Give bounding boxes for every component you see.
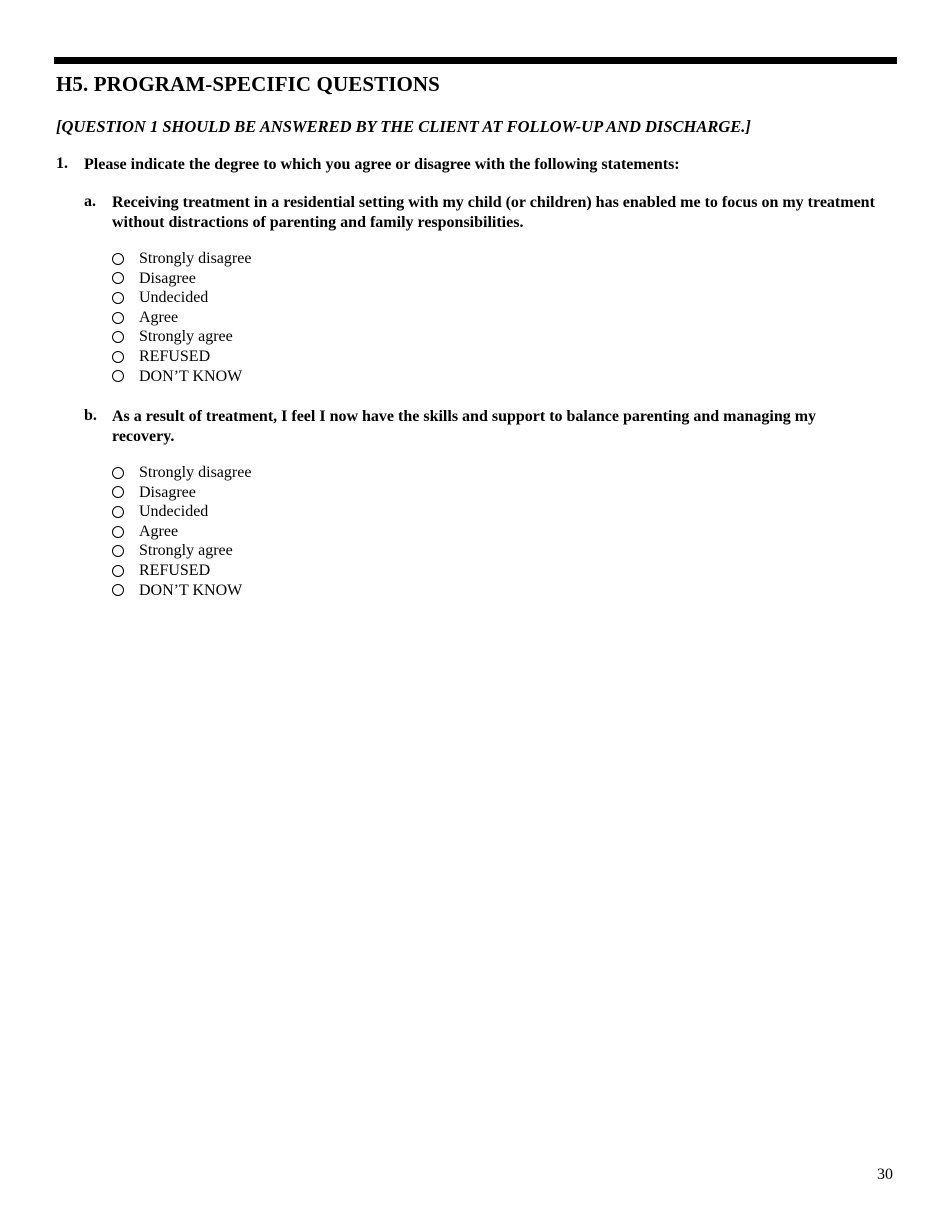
radio-button-icon[interactable]	[112, 253, 124, 265]
radio-button-icon[interactable]	[112, 565, 124, 577]
option-item[interactable]	[112, 308, 251, 328]
option-label: Disagree	[139, 483, 196, 501]
option-item[interactable]	[112, 541, 251, 561]
option-label: REFUSED	[139, 347, 211, 365]
option-label: Strongly agree	[139, 542, 233, 560]
option-label: REFUSED	[139, 561, 211, 579]
interviewer-instruction: [QUESTION 1 SHOULD BE ANSWERED BY THE CLIENT AT FOLLOW-UP AND DISCHARGE.]	[56, 117, 751, 136]
radio-button-icon[interactable]	[112, 467, 124, 479]
radio-button-icon[interactable]	[112, 584, 124, 596]
option-item[interactable]	[112, 288, 251, 308]
option-label: Disagree	[139, 269, 196, 287]
option-label: DON’T KNOW	[139, 367, 243, 385]
radio-button-icon[interactable]	[112, 292, 124, 304]
radio-button-icon[interactable]	[112, 506, 124, 518]
option-item[interactable]	[112, 463, 251, 483]
option-item[interactable]	[112, 249, 251, 269]
question-text: Please indicate the degree to which you agree or disagree with the following statements:	[84, 156, 680, 173]
item-a-text: Receiving treatment in a residential setting with my child (or children) has enabled me to focus on my treatment without distractions of parenting and family responsibilities.	[112, 194, 875, 231]
option-label: Strongly disagree	[139, 464, 252, 481]
option-label: Agree	[139, 522, 179, 540]
option-label: DON’T KNOW	[139, 581, 243, 599]
option-item[interactable]	[112, 327, 251, 347]
option-item[interactable]	[112, 581, 251, 601]
item-a-options	[112, 249, 251, 386]
radio-button-icon[interactable]	[112, 351, 124, 363]
option-item[interactable]	[112, 483, 251, 503]
option-item[interactable]	[112, 269, 251, 289]
radio-button-icon[interactable]	[112, 526, 124, 538]
radio-button-icon[interactable]	[112, 370, 124, 382]
item-b-text: As a result of treatment, I feel I now have the skills and support to balance parenting and managing my recovery.	[112, 408, 817, 445]
section-title: H5. PROGRAM-SPECIFIC QUESTIONS	[56, 72, 440, 96]
option-label: Strongly disagree	[139, 250, 252, 267]
option-label: Undecided	[139, 503, 209, 521]
option-label: Undecided	[139, 289, 209, 307]
option-item[interactable]	[112, 367, 251, 387]
option-label: Agree	[139, 308, 179, 326]
top-rule	[54, 57, 897, 64]
page-number: 30	[877, 1166, 893, 1183]
item-a-letter: a.	[84, 193, 96, 210]
question-number: 1.	[56, 155, 68, 172]
radio-button-icon[interactable]	[112, 331, 124, 343]
item-b-letter: b.	[84, 407, 97, 424]
option-label: Strongly agree	[139, 328, 233, 346]
radio-button-icon[interactable]	[112, 272, 124, 284]
option-item[interactable]	[112, 561, 251, 581]
option-item[interactable]	[112, 347, 251, 367]
radio-button-icon[interactable]	[112, 545, 124, 557]
option-item[interactable]	[112, 522, 251, 542]
option-item[interactable]	[112, 502, 251, 522]
radio-button-icon[interactable]	[112, 312, 124, 324]
item-b-options	[112, 463, 251, 600]
radio-button-icon[interactable]	[112, 486, 124, 498]
